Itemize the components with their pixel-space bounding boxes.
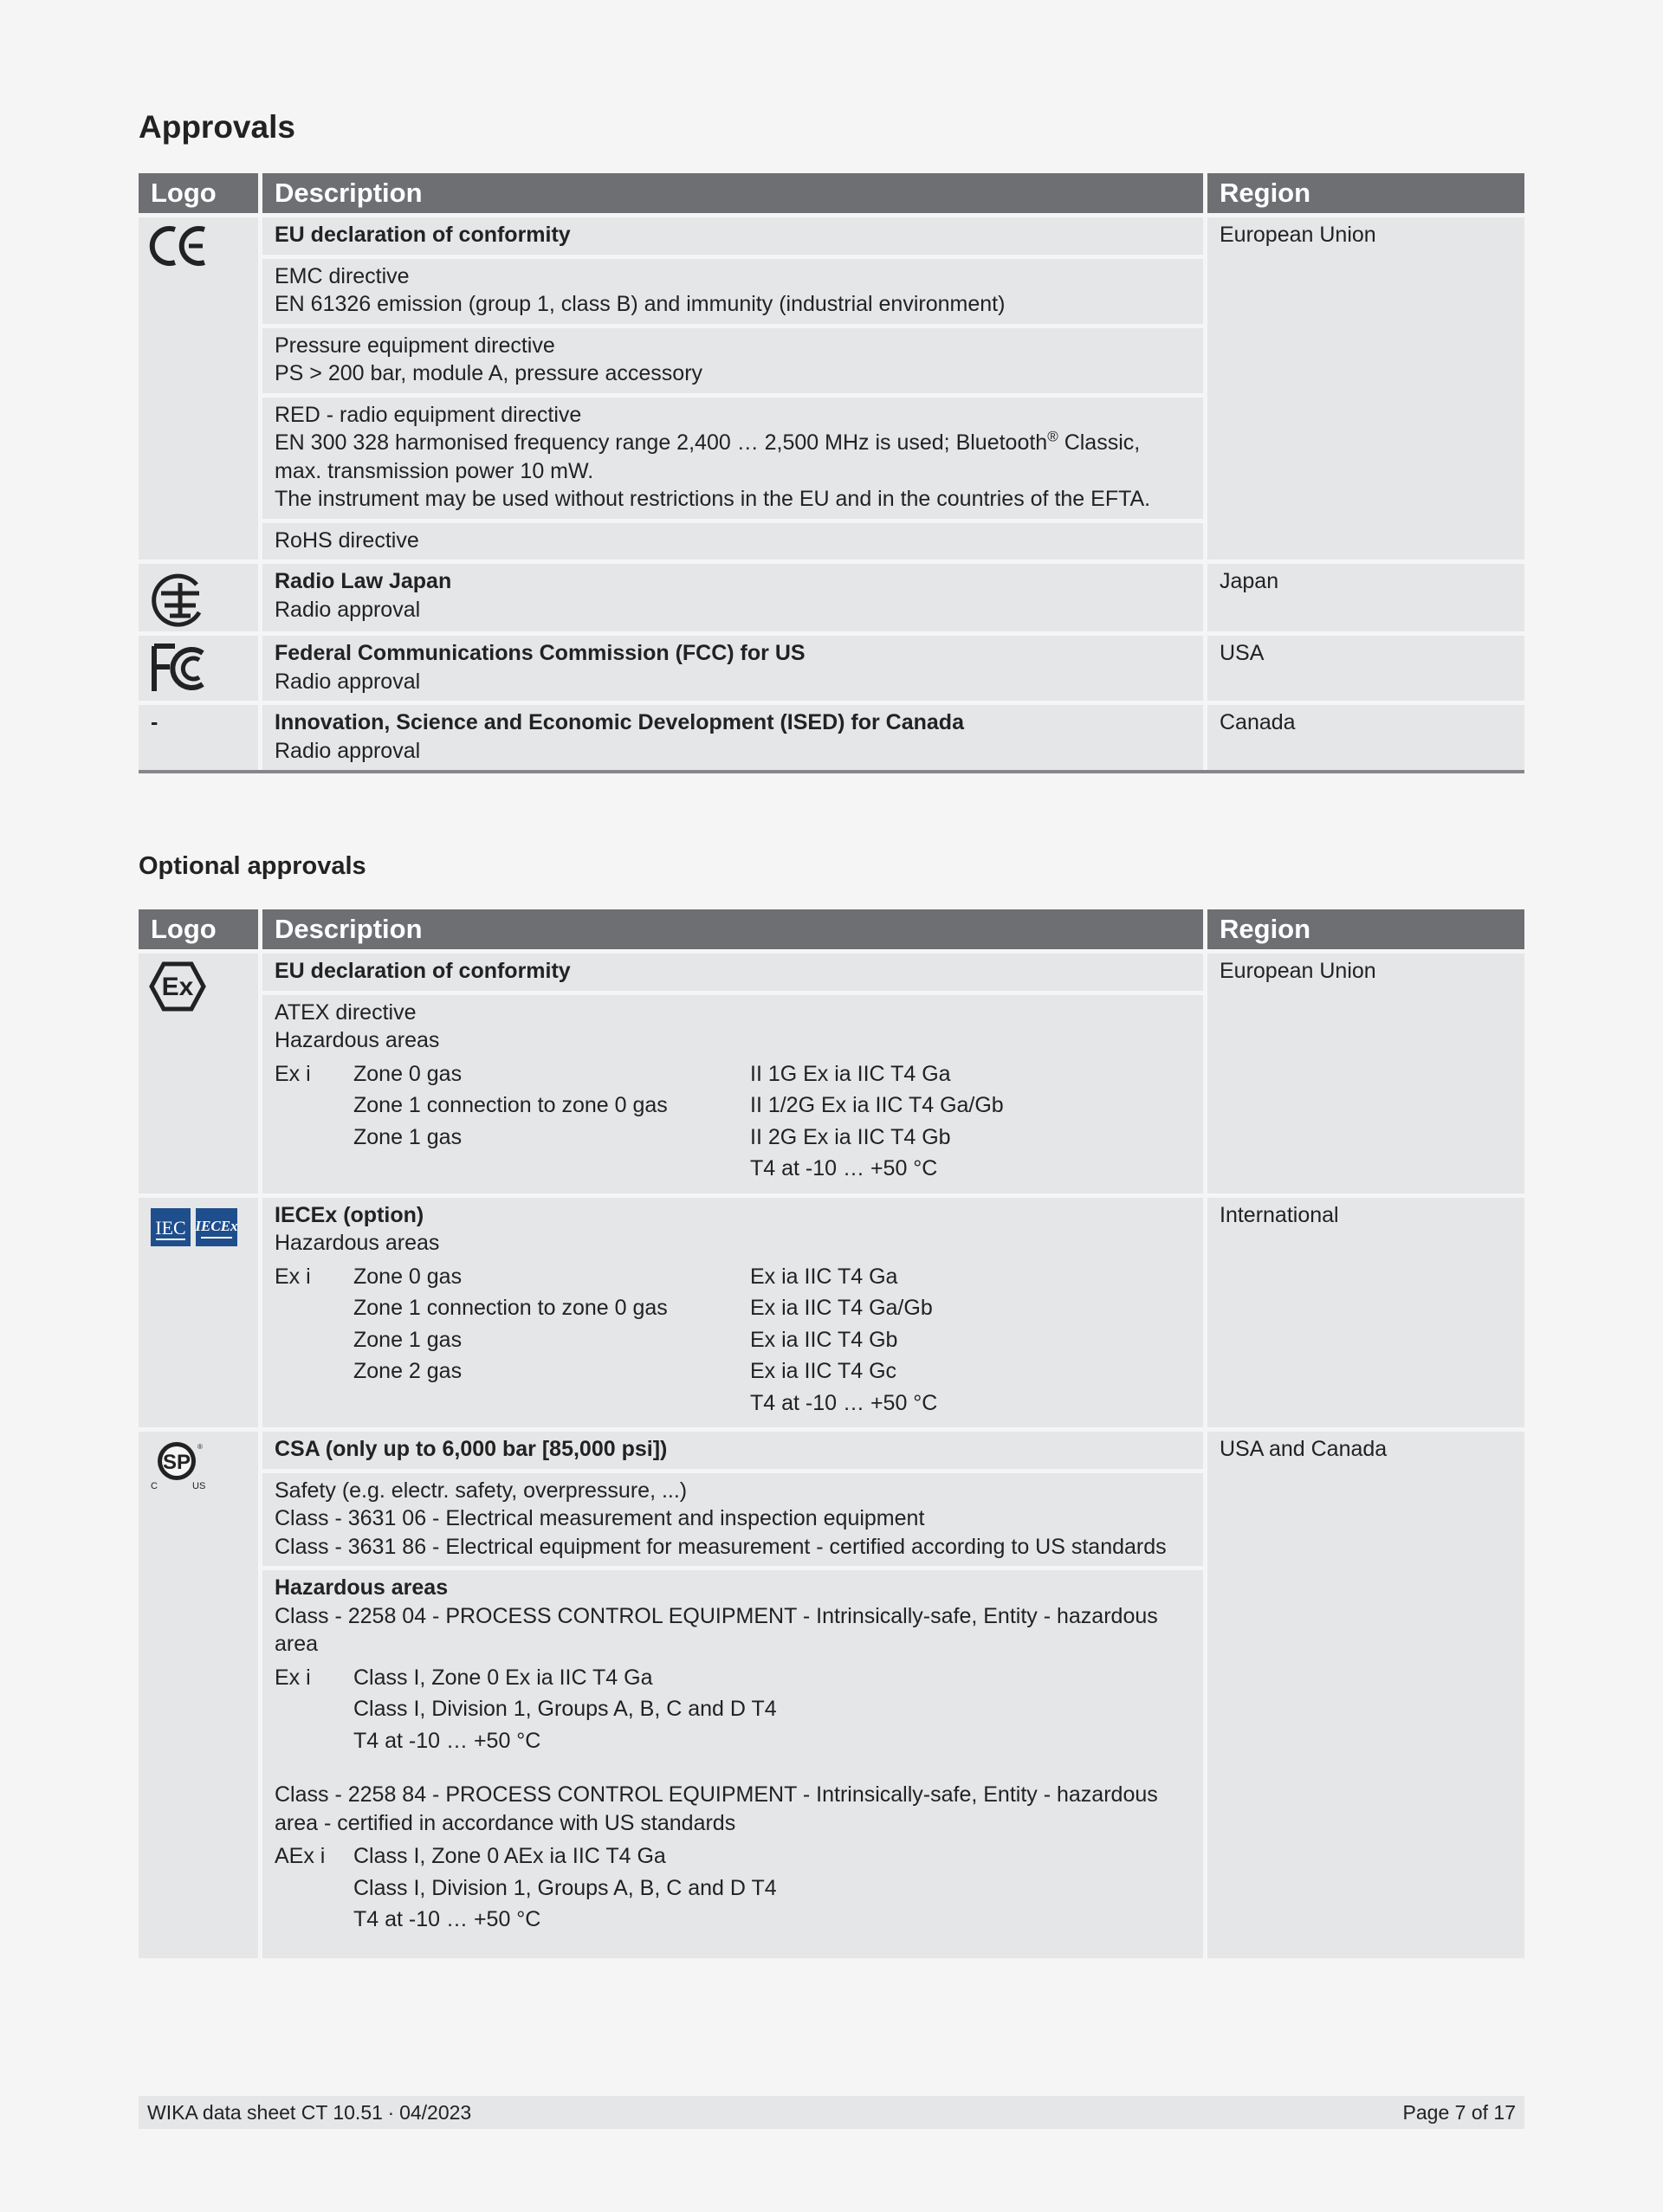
region-text: Canada <box>1220 710 1296 734</box>
footer-document-id: WIKA data sheet CT 10.51 ∙ 04/2023 <box>147 2101 472 2124</box>
iecex-sub: Hazardous areas <box>275 1231 440 1255</box>
csa-aexi-grid <box>275 1840 1191 1936</box>
csa-safety-cell <box>258 1469 1207 1567</box>
ised-sub: Radio approval <box>275 738 421 763</box>
atex-directive: ATEX directive <box>275 999 417 1025</box>
csa-haz-class-cont: area - certified in accordance with US standards <box>275 1810 736 1835</box>
ce-region <box>1207 213 1524 559</box>
region-text: USA and Canada <box>1220 1437 1388 1461</box>
logo-cell <box>139 559 258 631</box>
csa-safety-title: Safety (e.g. electr. safety, overpressure, ...) <box>275 1478 688 1503</box>
region-text: International <box>1220 1202 1339 1227</box>
table-row <box>139 701 1524 770</box>
logo-cell <box>139 213 258 559</box>
atex-title-cell <box>258 949 1207 991</box>
iec-logo-text: IEC <box>155 1216 186 1239</box>
ce-title: EU declaration of conformity <box>275 223 571 247</box>
csa-haz-class-cont: area <box>275 1632 319 1656</box>
footer-page-number: Page 7 of 17 <box>1402 2101 1516 2124</box>
csa-safety-class: Class - 3631 06 - Electrical measurement and inspection equipment <box>275 1506 925 1530</box>
svg-text:®: ® <box>197 1443 203 1451</box>
ex-prefix: Ex i <box>275 1665 311 1690</box>
table-row <box>139 1193 1524 1428</box>
csa-marking: Class I, Division 1, Groups A, B, C and D T4 <box>353 1697 777 1721</box>
logo-cell <box>139 1193 258 1428</box>
fcc-sub: Radio approval <box>275 669 421 694</box>
atex-zone-grid <box>275 1058 1191 1185</box>
ex-hexagon-icon <box>149 960 206 1012</box>
fcc-cell <box>258 631 1207 701</box>
header-region: Region <box>1207 173 1524 213</box>
csa-hazardous-cell <box>258 1566 1207 1958</box>
zone-label: Zone 0 gas <box>353 1061 463 1086</box>
atex-region <box>1207 949 1524 1193</box>
atex-cell <box>258 991 1207 1193</box>
ce-title-cell <box>258 213 1207 255</box>
ce-mark-icon <box>149 224 210 268</box>
table-header-row <box>139 909 1524 949</box>
csa-marking: Class I, Division 1, Groups A, B, C and D T4 <box>353 1875 777 1900</box>
temperature-class: T4 at -10 … +50 °C <box>750 1156 938 1180</box>
zone-marking: II 2G Ex ia IIC T4 Gb <box>750 1124 951 1149</box>
rohs-cell <box>258 519 1207 560</box>
approvals-table <box>139 173 1524 773</box>
table-row <box>139 1427 1524 1469</box>
temperature-class: T4 at -10 … +50 °C <box>750 1390 938 1415</box>
aex-prefix: AEx i <box>275 1844 326 1868</box>
fcc-logo-icon <box>149 643 211 695</box>
japan-sub: Radio approval <box>275 597 421 622</box>
iecex-logo-text: IECEx <box>195 1217 238 1234</box>
csa-us-mark: US <box>192 1481 206 1491</box>
csa-logo-text: SP <box>162 1451 191 1474</box>
rohs-title: RoHS directive <box>275 527 419 553</box>
csa-title: CSA (only up to 6,000 bar [85,000 psi]) <box>275 1437 668 1461</box>
region-text: USA <box>1220 641 1265 665</box>
ised-title: Innovation, Science and Economic Development (ISED) for Canada <box>275 710 964 734</box>
atex-title: EU declaration of conformity <box>275 959 571 983</box>
zone-label <box>353 1153 750 1185</box>
zone-marking: II 1G Ex ia IIC T4 Ga <box>750 1061 951 1086</box>
region-text: European Union <box>1220 959 1376 983</box>
header-description: Description <box>258 173 1207 213</box>
zone-marking: Ex ia IIC T4 Ga <box>750 1264 898 1289</box>
svg-text:Ex: Ex <box>161 973 194 1001</box>
csa-haz-class: Class - 2258 04 - PROCESS CONTROL EQUIPMENT - Intrinsically-safe, Entity - hazardous <box>275 1603 1158 1628</box>
zone-marking: Ex ia IIC T4 Ga/Gb <box>750 1296 933 1320</box>
zone-marking: Ex ia IIC T4 Gb <box>750 1327 898 1352</box>
logo-cell <box>139 949 258 1193</box>
red-classic: Classic, <box>1058 430 1141 455</box>
ised-region <box>1207 701 1524 770</box>
zone-label: Zone 1 connection to zone 0 gas <box>353 1093 668 1117</box>
red-efta: The instrument may be used without restrictions in the EU and in the countries of the EFTA. <box>275 487 1151 511</box>
header-description: Description <box>258 909 1207 949</box>
csa-exi-grid <box>275 1662 1191 1757</box>
fcc-title: Federal Communications Commission (FCC) for US <box>275 641 806 665</box>
region-text: European Union <box>1220 223 1376 247</box>
header-logo: Logo <box>139 173 258 213</box>
zone-label: Zone 1 gas <box>353 1327 463 1352</box>
ped-title: Pressure equipment directive <box>275 333 555 358</box>
japan-region <box>1207 559 1524 631</box>
iecex-cell <box>258 1193 1207 1428</box>
ped-detail: PS > 200 bar, module A, pressure accessory <box>275 361 703 385</box>
page-title: Approvals <box>139 109 295 145</box>
table-row <box>139 949 1524 991</box>
section-title: Optional approvals <box>139 852 366 880</box>
temperature-class: T4 at -10 … +50 °C <box>353 1907 541 1931</box>
iecex-zone-grid <box>275 1261 1191 1420</box>
csa-c-mark: C <box>151 1481 158 1491</box>
iecex-title: IECEx (option) <box>275 1202 424 1227</box>
header-logo: Logo <box>139 909 258 949</box>
red-cell <box>258 393 1207 519</box>
zone-marking: II 1/2G Ex ia IIC T4 Ga/Gb <box>750 1093 1004 1117</box>
zone-label <box>353 1387 750 1420</box>
table-row <box>139 213 1524 255</box>
page-footer <box>139 2096 1524 2129</box>
csa-marking: Class I, Zone 0 Ex ia IIC T4 Ga <box>353 1665 653 1690</box>
zone-label: Zone 1 gas <box>353 1124 463 1149</box>
red-detail <box>275 429 1191 457</box>
csa-logo-icon <box>149 1439 215 1491</box>
emc-title: EMC directive <box>275 263 410 288</box>
zone-marking: Ex ia IIC T4 Gc <box>750 1359 897 1383</box>
fcc-region <box>1207 631 1524 701</box>
ped-cell <box>258 324 1207 393</box>
csa-hazardous-title: Hazardous areas <box>275 1575 449 1600</box>
atex-sub: Hazardous areas <box>275 1028 440 1052</box>
csa-marking: Class I, Zone 0 AEx ia IIC T4 Ga <box>353 1844 666 1868</box>
csa-region <box>1207 1427 1524 1958</box>
table-row <box>139 559 1524 631</box>
ex-prefix: Ex i <box>275 1264 311 1289</box>
csa-title-cell <box>258 1427 1207 1469</box>
header-region: Region <box>1207 909 1524 949</box>
japan-cell <box>258 559 1207 631</box>
zone-label: Zone 0 gas <box>353 1264 463 1289</box>
no-logo-dash: - <box>151 710 159 734</box>
table-header-row <box>139 173 1524 213</box>
csa-safety-class: Class - 3631 86 - Electrical equipment for measurement - certified according to US standards <box>275 1534 1167 1559</box>
emc-detail: EN 61326 emission (group 1, class B) and immunity (industrial environment) <box>275 292 1006 316</box>
ex-prefix: Ex i <box>275 1061 311 1086</box>
logo-cell <box>139 701 258 770</box>
registered-mark: ® <box>1047 428 1058 445</box>
red-freq: EN 300 328 harmonised frequency range 2,400 … 2,500 MHz is used; Bluetooth <box>275 430 1048 455</box>
zone-label: Zone 2 gas <box>353 1359 463 1383</box>
csa-haz-class: Class - 2258 84 - PROCESS CONTROL EQUIPMENT - Intrinsically-safe, Entity - hazardous <box>275 1782 1158 1807</box>
japan-title: Radio Law Japan <box>275 569 452 593</box>
red-power: max. transmission power 10 mW. <box>275 458 594 483</box>
region-text: Japan <box>1220 569 1279 593</box>
ised-cell <box>258 701 1207 770</box>
logo-cell <box>139 631 258 701</box>
optional-approvals-table <box>139 909 1524 1958</box>
temperature-class: T4 at -10 … +50 °C <box>353 1728 541 1753</box>
iecex-region <box>1207 1193 1524 1428</box>
table-row <box>139 631 1524 701</box>
red-title: RED - radio equipment directive <box>275 402 582 427</box>
emc-cell <box>258 255 1207 324</box>
iecex-logo-icon <box>149 1205 239 1248</box>
japan-radio-mark-icon <box>149 571 206 631</box>
logo-cell <box>139 1427 258 1958</box>
zone-label: Zone 1 connection to zone 0 gas <box>353 1296 668 1320</box>
